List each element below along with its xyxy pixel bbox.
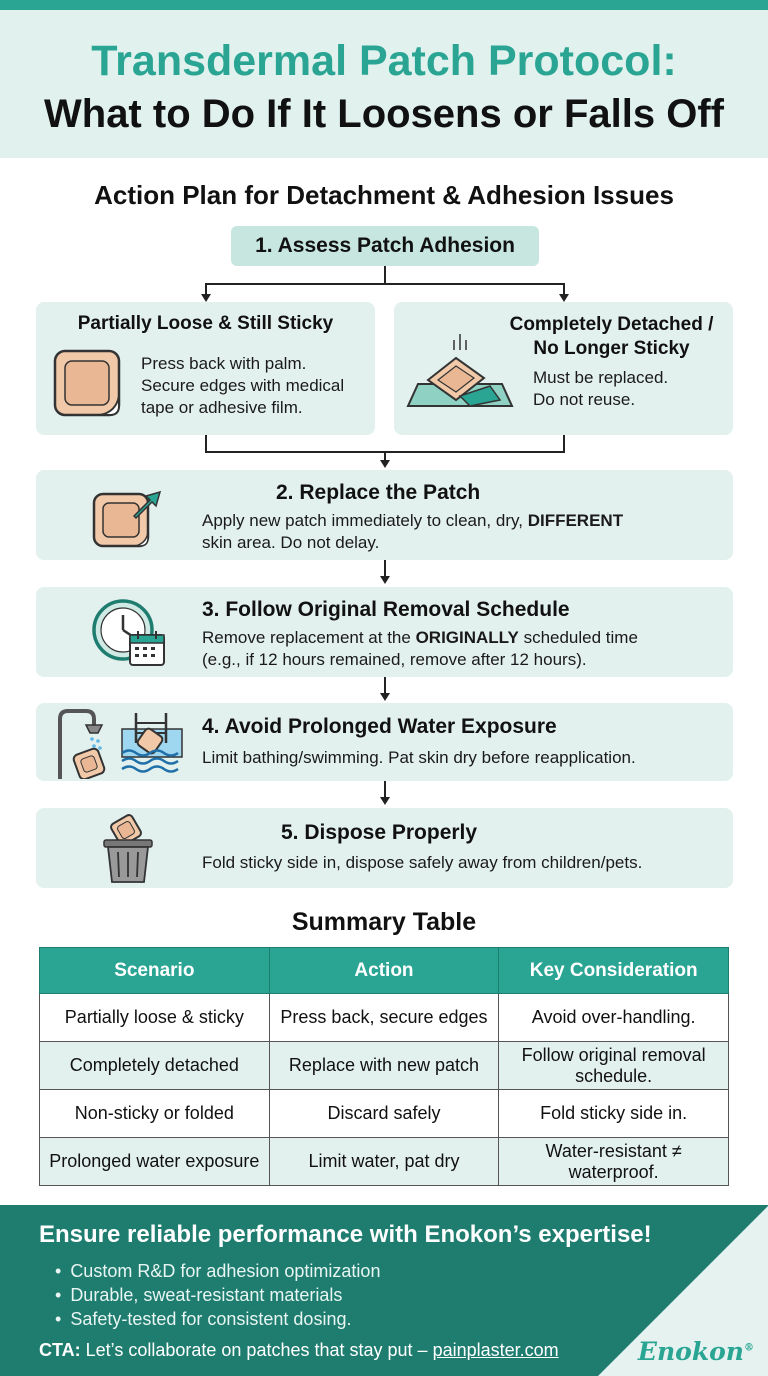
text-line: [202, 510, 623, 532]
detached-title: [494, 313, 729, 361]
text-span: scheduled time: [518, 628, 638, 647]
page-title-line2: What to Do If It Loosens or Falls Off: [44, 92, 724, 136]
brand-logo: [638, 1337, 754, 1366]
step-2-title: 2. Replace the Patch: [276, 481, 481, 504]
page-title-line1: Transdermal Patch Protocol:: [91, 37, 677, 85]
footer-heading: Ensure reliable performance with Enokon’s expertise!: [39, 1221, 652, 1248]
partial-loose-title: Partially Loose & Still Sticky: [77, 313, 334, 334]
emphasis-text: ORIGINALLY: [415, 628, 519, 647]
top-accent-bar: [0, 0, 768, 10]
promo-footer: [0, 1205, 768, 1376]
step-3-card: [36, 587, 733, 677]
column-header: Scenario: [40, 948, 270, 994]
text-span: Apply new patch immediately to clean, dry,: [202, 511, 528, 530]
patch-peel-icon: [50, 346, 126, 422]
table-cell: Avoid over-handling.: [499, 994, 729, 1042]
list-item: • Custom R&D for adhesion optimization: [55, 1259, 380, 1283]
table-cell: Completely detached: [40, 1042, 270, 1090]
arrow-down-icon: [380, 693, 390, 701]
table-row: [40, 1090, 729, 1138]
replace-patch-icon: [90, 480, 164, 550]
step-4-card: [36, 703, 733, 781]
column-header: Action: [269, 948, 499, 994]
table-cell: Replace with new patch: [269, 1042, 499, 1090]
arrow-down-icon: [380, 460, 390, 468]
table-row: [40, 1138, 729, 1186]
text-line: [202, 627, 638, 649]
table-header-row: [40, 948, 729, 994]
list-item: • Durable, sweat-resistant materials: [55, 1283, 380, 1307]
connector-line: [384, 266, 386, 284]
brand-name: Enokon: [637, 1337, 744, 1366]
connector-line: [384, 781, 386, 798]
text-line: tape or adhesive film.: [141, 398, 303, 417]
trash-bin-icon: [100, 814, 156, 884]
clock-calendar-icon: [90, 597, 168, 667]
detached-patch-icon: [404, 330, 516, 414]
list-item: • Safety-tested for consistent dosing.: [55, 1307, 380, 1331]
table-cell: Limit water, pat dry: [269, 1138, 499, 1186]
connector-line: [384, 677, 386, 694]
partial-loose-text: [141, 353, 344, 419]
table-cell: Fold sticky side in.: [499, 1090, 729, 1138]
text-line: Secure edges with medical: [141, 376, 345, 395]
arrow-down-icon: [559, 294, 569, 302]
table-cell: Press back, secure edges: [269, 994, 499, 1042]
table-cell: Discard safely: [269, 1090, 499, 1138]
step-5-card: [36, 808, 733, 888]
table-cell: Prolonged water exposure: [40, 1138, 270, 1186]
website-link[interactable]: painplaster.com: [432, 1340, 559, 1360]
detached-title-line: Completely Detached /: [509, 314, 714, 335]
arrow-down-icon: [380, 576, 390, 584]
page-header: [0, 10, 768, 158]
summary-table: [39, 947, 729, 1186]
connector-line: [205, 435, 207, 452]
step-5-text: Fold sticky side in, dispose safely away from children/pets.: [202, 853, 643, 872]
table-row: [40, 994, 729, 1042]
detached-text: [533, 367, 668, 411]
table-cell: Partially loose & sticky: [40, 994, 270, 1042]
detached-card: [394, 302, 733, 435]
table-cell: Follow original removal schedule.: [499, 1042, 729, 1090]
connector-line: [205, 283, 565, 285]
step-4-title: 4. Avoid Prolonged Water Exposure: [202, 715, 557, 738]
text-line: Must be replaced.: [533, 368, 669, 387]
connector-line: [384, 560, 386, 577]
footer-cta: [39, 1340, 559, 1361]
step-4-text: Limit bathing/swimming. Pat skin dry before reapplication.: [202, 748, 636, 767]
arrow-down-icon: [380, 797, 390, 805]
arrow-down-icon: [201, 294, 211, 302]
text-line: (e.g., if 12 hours remained, remove after 12 hours).: [202, 650, 587, 669]
text-line: skin area. Do not delay.: [202, 533, 380, 552]
column-header: Key Consideration: [499, 948, 729, 994]
step-5-title: 5. Dispose Properly: [281, 821, 478, 844]
table-cell: Water-resistant ≠ waterproof.: [499, 1138, 729, 1186]
step-2-text: [202, 510, 623, 554]
text-line: Press back with palm.: [141, 354, 307, 373]
cta-label: CTA:: [39, 1340, 81, 1360]
step-2-card: [36, 470, 733, 560]
shower-icon: [52, 707, 114, 779]
step-3-title: 3. Follow Original Removal Schedule: [202, 598, 570, 621]
cta-text: Let’s collaborate on patches that stay put –: [80, 1340, 433, 1360]
pool-icon: [120, 709, 184, 775]
summary-heading: Summary Table: [291, 908, 477, 936]
partial-loose-card: [36, 302, 375, 435]
text-span: Remove replacement at the: [202, 628, 416, 647]
registered-mark: ®: [744, 1342, 754, 1354]
connector-line: [563, 435, 565, 452]
table-row: [40, 1042, 729, 1090]
step-1-assess: 1. Assess Patch Adhesion: [231, 226, 539, 266]
emphasis-text: DIFFERENT: [527, 511, 624, 530]
footer-bullet-list: [55, 1259, 380, 1331]
table-cell: Non-sticky or folded: [40, 1090, 270, 1138]
detached-title-line: No Longer Sticky: [533, 338, 690, 359]
step-3-text: [202, 627, 638, 671]
action-plan-heading: Action Plan for Detachment & Adhesion Issues: [94, 180, 674, 210]
text-line: Do not reuse.: [533, 390, 636, 409]
